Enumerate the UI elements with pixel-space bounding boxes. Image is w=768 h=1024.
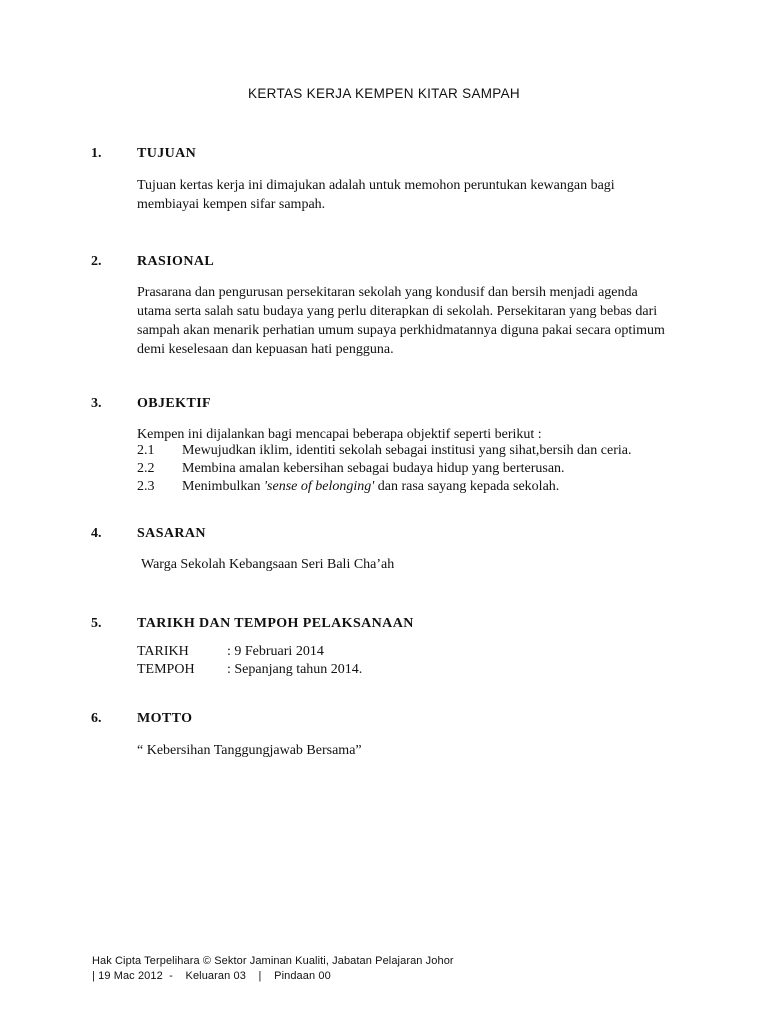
motto-text	[137, 741, 362, 760]
paragraph-line: utama serta salah satu budaya yang perlu diterapkan di sekolah. Persekitaran yang bebas dari	[137, 304, 658, 319]
objektif-intro	[137, 425, 542, 444]
objective-text: Mewujudkan iklim, identiti sekolah sebagai institusi yang sihat,bersih dan ceria.	[182, 443, 632, 458]
objective-text: Membina amalan kebersihan sebagai budaya hidup yang berterusan.	[182, 461, 565, 476]
tarikh-label: TARIKH	[137, 644, 189, 659]
section-heading-tujuan: TUJUAN	[137, 146, 197, 161]
section-number-motto: 6.	[91, 711, 102, 726]
sasaran-text	[141, 555, 394, 574]
paragraph-line: “ Kebersihan Tanggungjawab Bersama”	[137, 743, 362, 758]
rasional-paragraph	[137, 283, 665, 359]
section-number-tujuan: 1.	[91, 146, 102, 161]
section-heading-tarikh: TARIKH DAN TEMPOH PELAKSANAAN	[137, 616, 414, 631]
section-number-sasaran: 4.	[91, 526, 102, 541]
section-heading-rasional: RASIONAL	[137, 254, 215, 269]
paragraph-line: Warga Sekolah Kebangsaan Seri Bali Cha’ah	[141, 557, 395, 572]
tempoh-value: : Sepanjang tahun 2014.	[227, 662, 363, 677]
objective-text-after: dan rasa sayang kepada sekolah.	[374, 479, 560, 494]
paragraph-line: Tujuan kertas kerja ini dimajukan adalah untuk memohon peruntukan kewangan bagi	[137, 178, 615, 193]
section-number-rasional: 2.	[91, 254, 102, 269]
section-heading-sasaran: SASARAN	[137, 526, 206, 541]
paragraph-line: sampah akan menarik perhatian umum supaya perkhidmatannya diguna pakai secara optimum	[137, 323, 665, 338]
document-title: KERTAS KERJA KEMPEN KITAR SAMPAH	[248, 86, 520, 101]
section-number-objektif: 3.	[91, 396, 102, 411]
objective-number: 2.2	[137, 461, 155, 476]
paragraph-line: Prasarana dan pengurusan persekitaran sekolah yang kondusif dan bersih menjadi agenda	[137, 285, 638, 300]
objective-text	[182, 479, 559, 495]
section-number-tarikh: 5.	[91, 616, 102, 631]
objective-number: 2.3	[137, 479, 155, 494]
section-heading-motto: MOTTO	[137, 711, 193, 726]
objective-number: 2.1	[137, 443, 155, 458]
footer-copyright: Hak Cipta Terpelihara © Sektor Jaminan Kualiti, Jabatan Pelajaran Johor	[92, 955, 454, 967]
tarikh-value: : 9 Februari 2014	[227, 644, 324, 659]
tempoh-label: TEMPOH	[137, 662, 195, 677]
footer-revision: | 19 Mac 2012 - Keluaran 03 | Pindaan 00	[92, 970, 331, 982]
section-heading-objektif: OBJEKTIF	[137, 396, 211, 411]
tujuan-paragraph	[137, 176, 615, 214]
objective-text-italic: 'sense of belonging'	[264, 479, 375, 494]
paragraph-line: Kempen ini dijalankan bagi mencapai beberapa objektif seperti berikut :	[137, 427, 542, 442]
paragraph-line: demi keselesaan dan kepuasan hati pengguna.	[137, 342, 394, 357]
objective-text-before: Menimbulkan	[182, 479, 265, 494]
paragraph-line: membiayai kempen sifar sampah.	[137, 197, 326, 212]
